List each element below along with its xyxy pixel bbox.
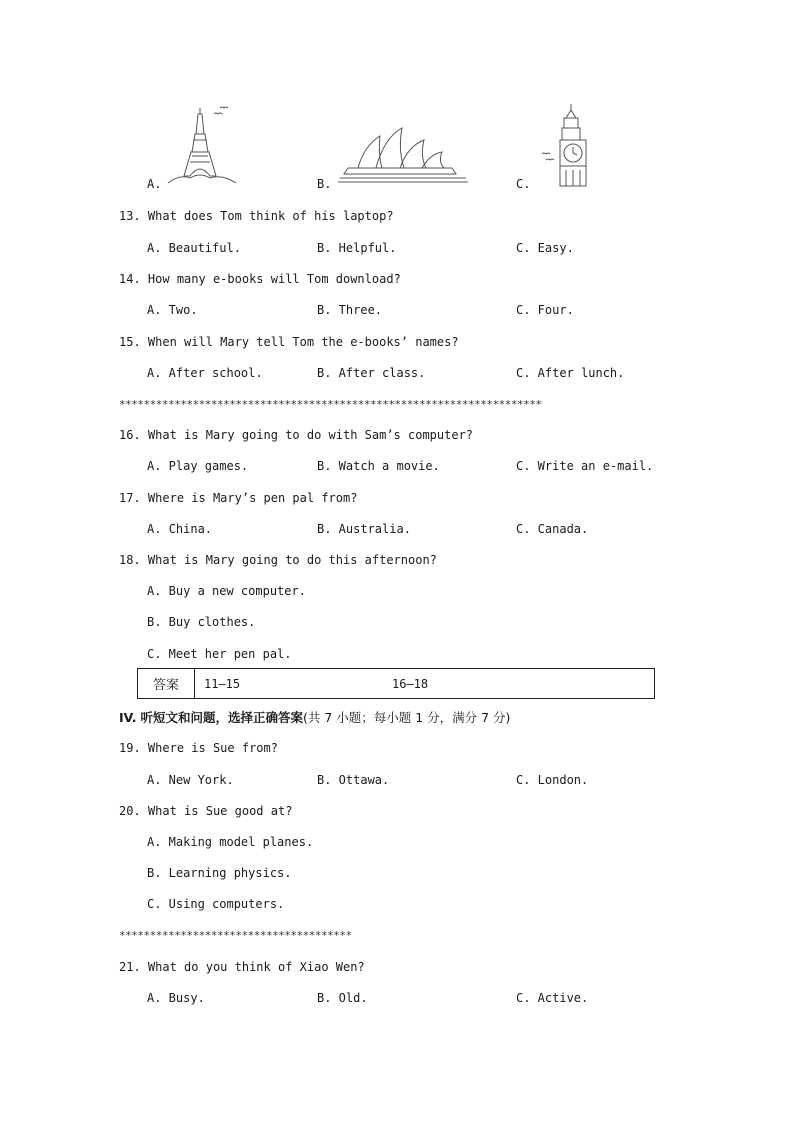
question-16: 16. What is Mary going to do with Sam’s computer? [119, 428, 474, 442]
question-15: 15. When will Mary tell Tom the e-books’ names? [119, 335, 459, 349]
answer-table [137, 668, 655, 699]
picture-option-b-label: B. [317, 177, 332, 191]
q19-option-b: B. Ottawa. [317, 773, 390, 787]
q14-option-b: B. Three. [317, 303, 383, 317]
picture-option-c-label: C. [516, 177, 531, 191]
q16-option-a: A. Play games. [147, 459, 249, 473]
question-18: 18. What is Mary going to do this afternoon? [119, 553, 437, 567]
question-17: 17. Where is Mary’s pen pal from? [119, 491, 358, 505]
q13-option-b: B. Helpful. [317, 241, 397, 255]
section-iv-heading: IV. 听短文和问题，选择正确答案(共 7 小题；每小题 1 分，满分 7 分) [119, 710, 511, 725]
q19-option-c: C. London. [516, 773, 589, 787]
q17-option-a: A. China. [147, 522, 213, 536]
question-13: 13. What does Tom think of his laptop? [119, 209, 394, 223]
q20-option-b: B. Learning physics. [147, 866, 292, 880]
big-ben-icon [538, 102, 592, 188]
separator-stars-long: ********************************************************************* [119, 398, 542, 411]
q14-option-c: C. Four. [516, 303, 574, 317]
q13-option-c: C. Easy. [516, 241, 574, 255]
q20-option-a: A. Making model planes. [147, 835, 314, 849]
q18-option-a: A. Buy a new computer. [147, 584, 306, 598]
question-14: 14. How many e-books will Tom download? [119, 272, 401, 286]
q16-option-c: C. Write an e-mail. [516, 459, 654, 473]
picture-option-a-label: A. [147, 177, 162, 191]
q18-option-b: B. Buy clothes. [147, 615, 256, 629]
q17-option-c: C. Canada. [516, 522, 589, 536]
q21-option-b: B. Old. [317, 991, 368, 1005]
q18-option-c: C. Meet her pen pal. [147, 647, 292, 661]
q17-option-b: B. Australia. [317, 522, 411, 536]
q14-option-a: A. Two. [147, 303, 198, 317]
q15-option-b: B. After class. [317, 366, 426, 380]
answer-range-16-18: 16—18 [392, 677, 429, 691]
question-20: 20. What is Sue good at? [119, 804, 293, 818]
q13-option-a: A. Beautiful. [147, 241, 241, 255]
q21-option-c: C. Active. [516, 991, 589, 1005]
eiffel-tower-icon [166, 104, 238, 186]
separator-stars-short: ************************************** [119, 929, 352, 942]
q16-option-b: B. Watch a movie. [317, 459, 440, 473]
answer-table-label: 答案 [138, 669, 195, 698]
sydney-opera-house-icon [338, 124, 468, 186]
answer-range-11-15: 11—15 [204, 677, 241, 691]
q21-option-a: A. Busy. [147, 991, 205, 1005]
q20-option-c: C. Using computers. [147, 897, 285, 911]
q15-option-a: A. After school. [147, 366, 263, 380]
question-19: 19. Where is Sue from? [119, 741, 278, 755]
q15-option-c: C. After lunch. [516, 366, 625, 380]
question-21: 21. What do you think of Xiao Wen? [119, 960, 365, 974]
q19-option-a: A. New York. [147, 773, 234, 787]
